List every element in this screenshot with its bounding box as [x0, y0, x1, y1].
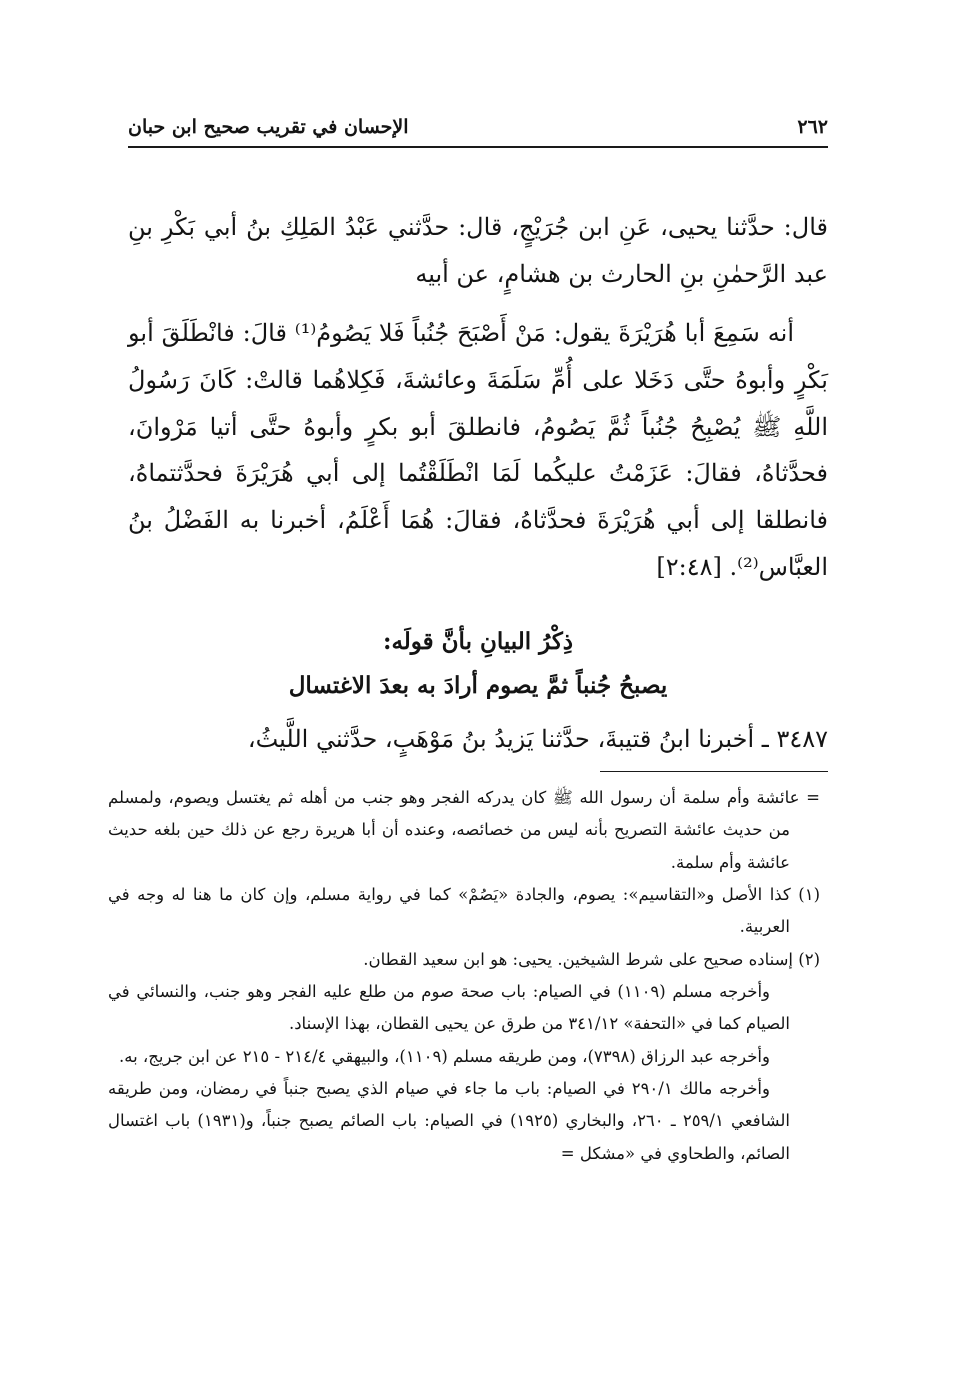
footnote-2-paragraph-1: وأخرجه مسلم (١١٠٩) في الصيام: باب صحة صوم من طلع عليه الفجر وهو جنب، والنسائي في الصيام كما في «التحفة» ٣٤١/١٢ من طرق عن يحيى القطان، بهذا الإسناد.: [108, 981, 790, 1034]
matn-paragraph: أنه سَمِعَ أبا هُرَيْرَةَ يقول: مَنْ أَصْبَحَ جُنُباً فَلا يَصُومُ⁽¹⁾ قالَ: فانْطَلَقَ أبو بَكْرٍ وأبوهُ حتَّى دَخَلا على أُمِّ سَلَمَةَ وعائشةَ، فَكِلاهُما قالتْ: كَانَ رَسُولُ اللَّهِ ﷺ يُصْبِحُ جُنُباً ثُمَّ يَصُومُ، فانطلقَ أبو بكرٍ وأبوهُ حتَّى أتيا مَرْوانَ، فحدَّثاهُ، فقالَ: عَزَمْتُ عليكُما لَمَا انْطَلَقْتُما إلى أبي هُرَيْرَةَ فحدَّثتماهُ، فانطلقا إلى أبي هُرَيْرَةَ فحدَّثاهُ، فقالَ: هُمَا أَعْلَمُ، أخبرنا به الفَضْلُ بنُ العبَّاس⁽²⁾. [٢:٤٨]: [128, 319, 828, 581]
isnad-paragraph: قال: حدَّثنا يحيى، عَنِ ابن جُرَيْجٍ، قال: حدَّثني عَبْدُ المَلِكِ بنُ أبي بَكْرِ بنِ عبد الرَّحمٰنِ بنِ الحارث بن هشامٍ، عن أبيه: [128, 213, 828, 288]
section-heading-line2: يصبحُ جُنباً ثمَّ يصوم أرادَ به بعدَ الاغتسال: [288, 672, 668, 699]
footnote-2: (٢) إسناده صحيح على شرط الشيخين. يحيى: هو ابن سعيد القطان.: [363, 949, 820, 969]
footnote-continuation: = عائشة وأم سلمة أن رسول الله ﷺ كان يدركه الفجر وهو جنب من أهله ثم يغتسل ويصوم، ولمسلم من حديث عائشة التصريح بأنه ليس من خصائصه، وعنده أن أبا هريرة رجع عن ذلك حين بلغه حديث عائشة وأم سلمة.: [108, 788, 820, 872]
header-rule: [128, 146, 828, 148]
book-title: الإحسان في تقريب صحيح ابن حبان: [128, 116, 409, 138]
section-heading-line1: ذِكْرُ البيانِ بأنَّ قولَه:: [382, 628, 574, 655]
footnotes-block: [108, 782, 820, 1170]
next-hadith-line: ٣٤٨٧ ـ أخبرنا ابنُ قتيبةَ، حدَّثنا يَزيدُ بنُ مَوْهَبٍ، حدَّثني اللَّيثُ،: [247, 725, 828, 753]
footnote-2-paragraph-2: وأخرجه عبد الرزاق (٧٣٩٨)، ومن طريقه مسلم (١١٠٩)، والبيهقي ٢١٤/٤ - ٢١٥ عن ابن جريج، به.: [119, 1046, 770, 1066]
page-number: ٢٦٢: [797, 116, 828, 138]
footnote-1: (١) كذا الأصل و«التقاسيم»: يصوم، والجادة «يَصُمْ» كما في رواية مسلم، وإن كان ما هنا له وجه في العربية.: [108, 884, 820, 937]
footnote-2-paragraph-3: وأخرجه مالك ٢٩٠/١ في الصيام: باب ما جاء في صيام الذي يصبح جنباً في رمضان، ومن طريقه الشافعي ٢٥٩/١ ـ ٢٦٠، والبخاري (١٩٢٥) في الصيام: باب الصائم يصبح جنباً، و(١٩٣١) باب اغتسال الصائم، والطحاوي في «مشكل =: [108, 1078, 790, 1163]
running-header: [128, 112, 828, 142]
footnote-separator: [600, 771, 828, 772]
